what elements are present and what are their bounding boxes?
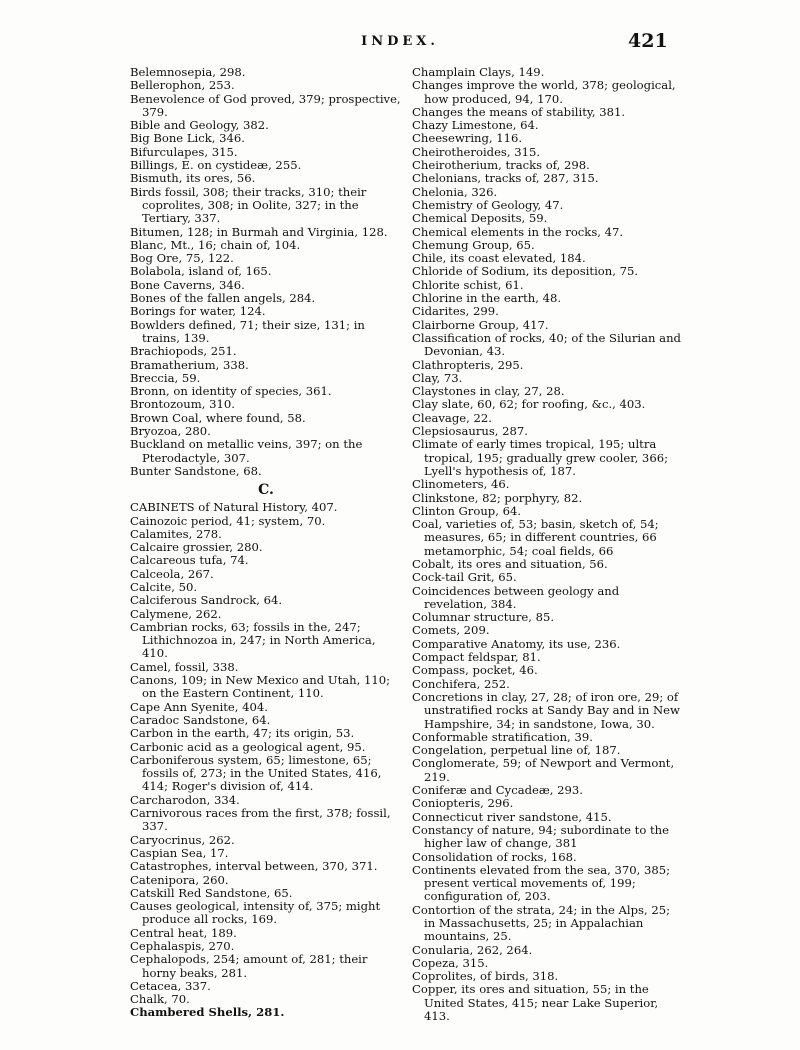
index-entry: Coincidences between geology and revelation, 384. bbox=[412, 583, 620, 611]
index-entry: Canons, 109; in New Mexico and Utah, 110; on the Eastern Continent, 110. bbox=[130, 673, 391, 701]
index-entry: Contortion of the strata, 24; in the Alps, 25; in Massachusetts, 25; in Appalachian mountains, 25. bbox=[412, 902, 670, 944]
index-entry: Cheesewring, 116. bbox=[412, 131, 523, 146]
index-entry: Cobalt, its ores and situation, 56. bbox=[412, 556, 608, 571]
index-entry: Cainozoic period, 41; system, 70. bbox=[130, 513, 326, 528]
index-entry: Classification of rocks, 40; of the Silurian and Devonian, 43. bbox=[412, 330, 681, 359]
index-entry: Catenipora, 260. bbox=[130, 872, 229, 887]
index-entry: Chloride of Sodium, its deposition, 75. bbox=[412, 264, 639, 279]
index-entry: Cleavage, 22. bbox=[412, 410, 492, 425]
index-entry: Bifurculapes, 315. bbox=[130, 144, 238, 159]
index-entry: Blanc, Mt., 16; chain of, 104. bbox=[130, 237, 301, 252]
index-entry: Bone Caverns, 346. bbox=[130, 277, 245, 292]
index-entry: Carcharodon, 334. bbox=[130, 792, 240, 807]
index-entry: Calcite, 50. bbox=[130, 579, 198, 594]
index-entry: Conchifera, 252. bbox=[412, 676, 510, 691]
index-entry: Comets, 209. bbox=[412, 623, 490, 638]
index-entry: Cetacea, 337. bbox=[130, 978, 211, 993]
index-entry: Camel, fossil, 338. bbox=[130, 659, 239, 674]
index-entry: Chlorite schist, 61. bbox=[412, 277, 524, 292]
index-entry: Coniopteris, 296. bbox=[412, 796, 514, 811]
index-entry: Compact feldspar, 81. bbox=[412, 650, 541, 665]
index-entry: Clay slate, 60, 62; for roofing, &c., 403. bbox=[412, 397, 646, 412]
index-entry: Changes the means of stability, 381. bbox=[412, 104, 626, 119]
index-entry: Brontozoum, 310. bbox=[130, 397, 235, 412]
index-entry: Birds fossil, 308; their tracks, 310; their coprolites, 308; in Oolite, 327; in the Tertiary, 337. bbox=[130, 184, 367, 226]
index-entry: Cape Ann Syenite, 404. bbox=[130, 699, 268, 714]
index-entry: Chlorine in the earth, 48. bbox=[412, 291, 562, 306]
index-entry: Benevolence of God proved, 379; prospective, 379. bbox=[130, 91, 401, 119]
index-entry: Columnar structure, 85. bbox=[412, 610, 555, 625]
index-entry: Chemistry of Geology, 47. bbox=[412, 197, 564, 212]
index-entry: Clinometers, 46. bbox=[412, 477, 510, 492]
index-entry: Chemical elements in the rocks, 47. bbox=[412, 224, 624, 239]
index-entry: Catastrophes, interval between, 370, 371. bbox=[130, 859, 378, 874]
index-entry: Calceola, 267. bbox=[130, 566, 214, 581]
index-entry: Cheirotherium, tracks of, 298. bbox=[412, 158, 590, 173]
index-entry: Caradoc Sandstone, 64. bbox=[130, 712, 271, 727]
index-entry: Calamites, 278. bbox=[130, 526, 222, 541]
index-entry: Bramatherium, 338. bbox=[130, 357, 249, 372]
index-entry: Calcaire grossier, 280. bbox=[130, 540, 263, 555]
index-entry: Connecticut river sandstone, 415. bbox=[412, 809, 612, 824]
index-entry: Concretions in clay, 27, 28; of iron ore, 29; of unstratified rocks at Sandy Bay and in New Hampshire, 34; in sandstone, Iowa, 30. bbox=[412, 689, 680, 731]
index-entry: Changes improve the world, 378; geological, how produced, 94, 170. bbox=[412, 78, 676, 106]
index-column-left bbox=[130, 66, 402, 1020]
index-entry: Coal, varieties of, 53; basin, sketch of, 54; measures, 65; in different countries, 66 metamorphic, 54; coal fields, 66 bbox=[412, 517, 659, 558]
index-entry: Cephalopods, 254; amount of, 281; their horny beaks, 281. bbox=[130, 952, 368, 980]
index-entry: Chelonians, tracks of, 287, 315. bbox=[412, 171, 599, 186]
index-entry: Conformable stratification, 39. bbox=[412, 729, 593, 744]
index-entry: Carbon in the earth, 47; its origin, 53. bbox=[130, 726, 355, 741]
page-number: 421 bbox=[628, 30, 668, 52]
index-entry: Chemung Group, 65. bbox=[412, 237, 535, 252]
index-entry: Carbonic acid as a geological agent, 95. bbox=[130, 739, 366, 754]
page-title: INDEX. bbox=[361, 34, 439, 49]
index-entry: Clairborne Group, 417. bbox=[412, 317, 549, 332]
index-entry: Congelation, perpetual line of, 187. bbox=[412, 743, 621, 758]
index-entry: Calcareous tufa, 74. bbox=[130, 553, 249, 568]
section-letter: C. bbox=[258, 482, 274, 499]
index-entry: Coprolites, of birds, 318. bbox=[412, 969, 559, 984]
index-entry: Catskill Red Sandstone, 65. bbox=[130, 885, 293, 900]
index-entry: Belemnosepia, 298. bbox=[130, 65, 246, 79]
index-entry: Cambrian rocks, 63; fossils in the, 247; Lithichnozoa in, 247; in North America, 410. bbox=[130, 619, 376, 661]
index-entry: Billings, E. on cystideæ, 255. bbox=[130, 158, 302, 173]
index-entry: Clinton Group, 64. bbox=[412, 503, 522, 518]
index-entry: Calymene, 262. bbox=[130, 606, 222, 621]
index-entry: Calciferous Sandrock, 64. bbox=[130, 593, 283, 608]
index-column-right bbox=[412, 66, 684, 1023]
index-entry: Conularia, 262, 264. bbox=[412, 942, 533, 957]
index-entry: Chemical Deposits, 59. bbox=[412, 211, 548, 226]
index-entry: Clepsiosaurus, 287. bbox=[412, 424, 528, 439]
index-entry: Bitumen, 128; in Burmah and Virginia, 128. bbox=[130, 224, 388, 239]
index-entry: Chazy Limestone, 64. bbox=[412, 118, 539, 133]
index-entry: Bowlders defined, 71; their size, 131; in trains, 139. bbox=[130, 317, 365, 345]
index-entry: Bible and Geology, 382. bbox=[130, 118, 269, 133]
index-entry: Claystones in clay, 27, 28. bbox=[412, 384, 565, 399]
index-entry: Continents elevated from the sea, 370, 385; present vertical movements of, 199; configuration of, 203. bbox=[412, 862, 671, 904]
index-entry: Bismuth, its ores, 56. bbox=[130, 171, 256, 186]
index-entry: Central heat, 189. bbox=[130, 925, 237, 940]
index-entry: Brown Coal, where found, 58. bbox=[130, 410, 306, 425]
index-entry: Borings for water, 124. bbox=[130, 304, 266, 319]
index-entry: Compass, pocket, 46. bbox=[412, 663, 538, 678]
index-entry: Causes geological, intensity of, 375; might produce all rocks, 169. bbox=[130, 899, 381, 927]
index-entry: Copeza, 315. bbox=[412, 955, 489, 970]
index-entry: Breccia, 59. bbox=[130, 370, 201, 385]
index-entry: Clathropteris, 295. bbox=[412, 357, 524, 372]
index-entry: Chambered Shells, 281. bbox=[130, 1005, 285, 1020]
index-entry: Bryozoa, 280. bbox=[130, 424, 211, 439]
index-entry: Chalk, 70. bbox=[130, 992, 190, 1007]
index-entry: Constancy of nature, 94; subordinate to the higher law of change, 381 bbox=[412, 822, 669, 851]
index-entry: Cidarites, 299. bbox=[412, 304, 499, 319]
index-entry: Brachiopods, 251. bbox=[130, 344, 237, 359]
index-entry: Bronn, on identity of species, 361. bbox=[130, 384, 332, 399]
index-entry: Big Bone Lick, 346. bbox=[130, 131, 245, 146]
index-entry: CABINETS of Natural History, 407. bbox=[130, 500, 338, 515]
index-entry: Carnivorous races from the first, 378; fossil, 337. bbox=[130, 806, 391, 834]
index-entry: Clay, 73. bbox=[412, 370, 463, 385]
index-entry: Carboniferous system, 65; limestone, 65; fossils of, 273; in the United States, 416, 414; Roger's division of, 414. bbox=[130, 752, 382, 794]
index-entry: Cheirotheroides, 315. bbox=[412, 144, 541, 159]
index-entry: Chelonia, 326. bbox=[412, 184, 498, 199]
index-entry: Caspian Sea, 17. bbox=[130, 845, 229, 860]
index-entry: Clinkstone, 82; porphyry, 82. bbox=[412, 490, 583, 505]
index-entry: Bog Ore, 75, 122. bbox=[130, 251, 234, 266]
index-entry: Coniferæ and Cycadeæ, 293. bbox=[412, 783, 583, 798]
index-entry: Comparative Anatomy, its use, 236. bbox=[412, 636, 621, 651]
index-entry: Caryocrinus, 262. bbox=[130, 832, 235, 847]
index-entry: Climate of early times tropical, 195; ultra tropical, 195; gradually grew cooler, 366; Lyell's hypothesis of, 187. bbox=[412, 437, 668, 478]
index-entry: Consolidation of rocks, 168. bbox=[412, 849, 577, 864]
index-entry: Conglomerate, 59; of Newport and Vermont, 219. bbox=[412, 756, 675, 784]
index-entry: Cephalaspis, 270. bbox=[130, 939, 235, 953]
index-entry: Champlain Clays, 149. bbox=[412, 65, 545, 79]
index-entry: Bellerophon, 253. bbox=[130, 78, 235, 93]
index-entry: Bolabola, island of, 165. bbox=[130, 264, 272, 279]
index-entry: Cock-tail Grit, 65. bbox=[412, 570, 517, 585]
index-entry: Copper, its ores and situation, 55; in the United States, 415; near Lake Superior, 413. bbox=[412, 982, 659, 1024]
index-entry: Buckland on metallic veins, 397; on the Pterodactyle, 307. bbox=[130, 437, 363, 465]
index-entry: Bunter Sandstone, 68. bbox=[130, 463, 262, 478]
index-entry: Bones of the fallen angels, 284. bbox=[130, 291, 316, 306]
index-entry: Chile, its coast elevated, 184. bbox=[412, 251, 586, 266]
